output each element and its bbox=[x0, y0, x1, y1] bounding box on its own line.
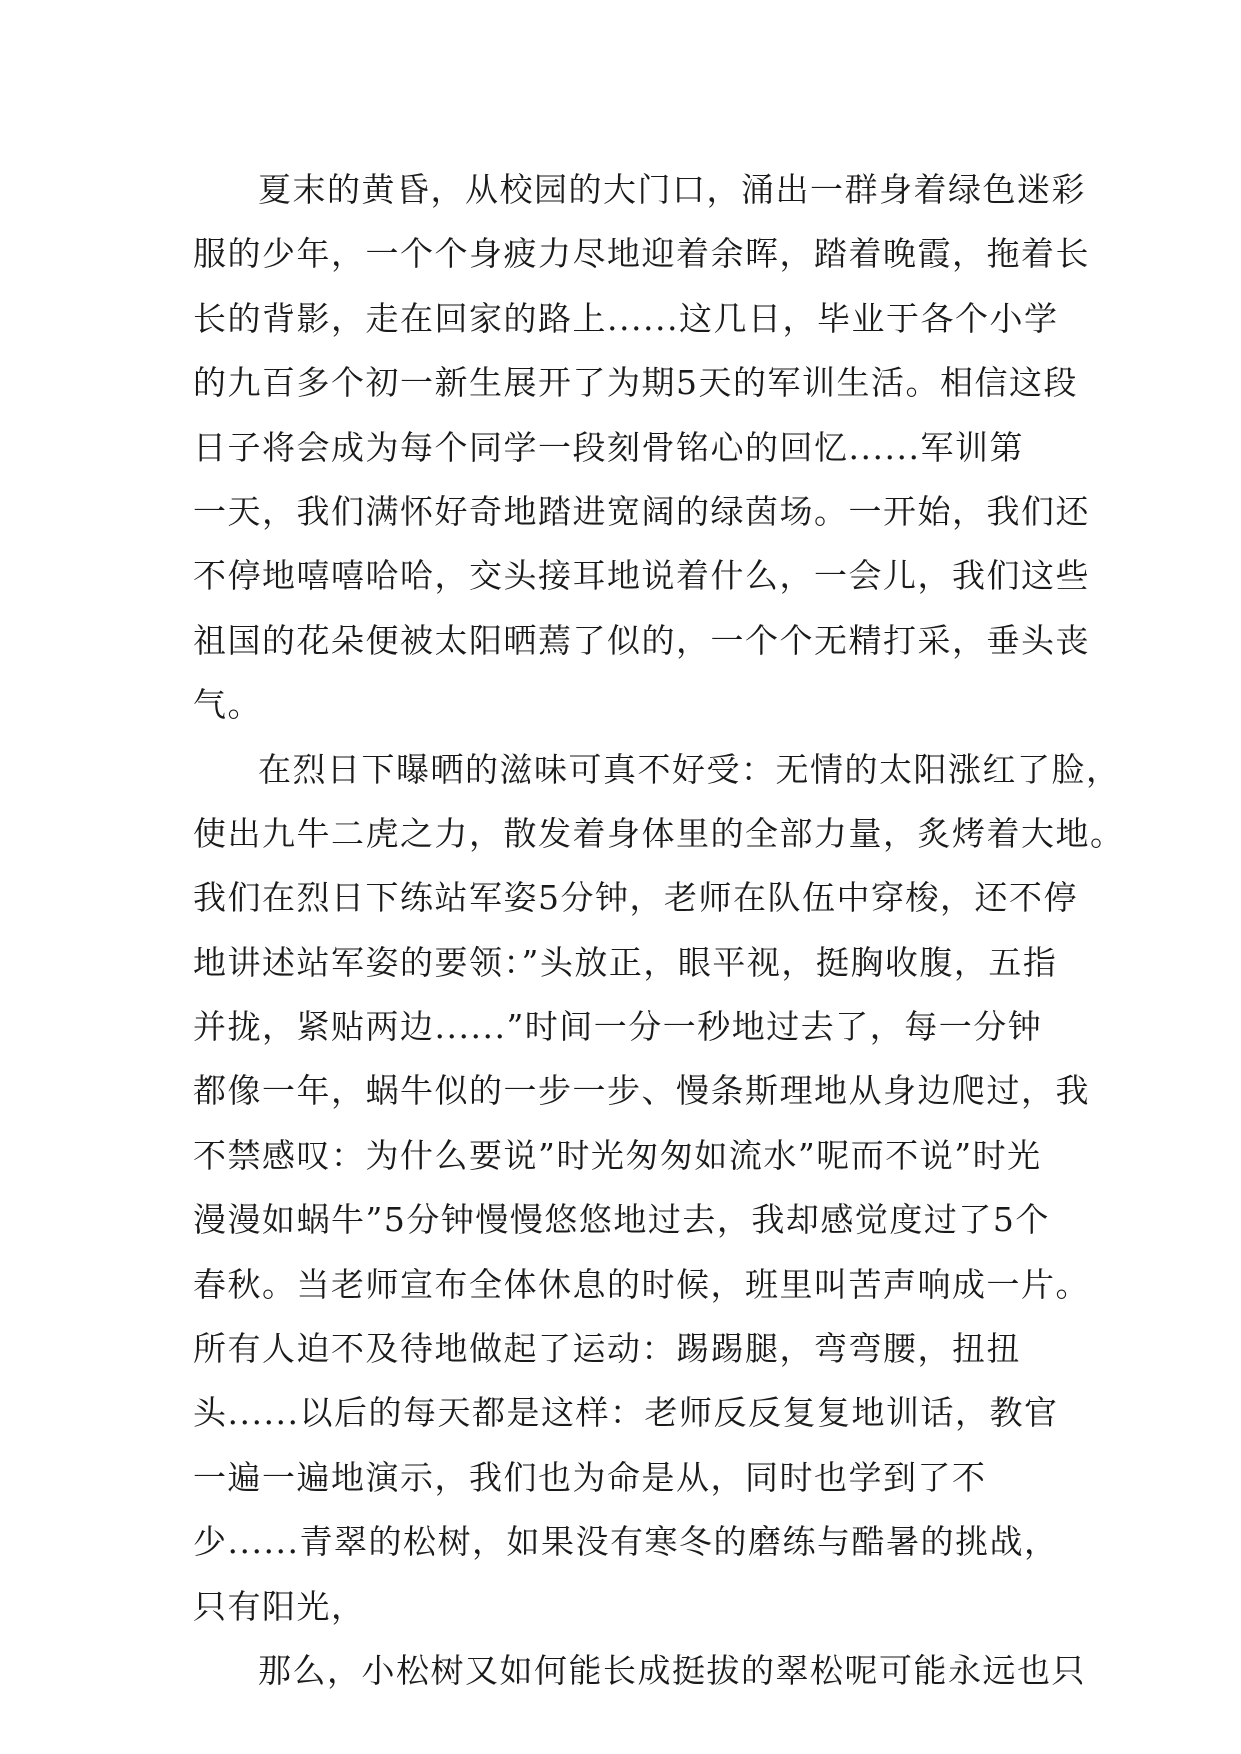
text-line: 气。 bbox=[193, 685, 262, 725]
text-line: 长的背影，走在回家的路上......这几日，毕业于各个小学 bbox=[193, 298, 1059, 338]
text-line: 一遍一遍地演示，我们也为命是从，同时也学到了不 bbox=[193, 1457, 987, 1497]
paragraph-1 bbox=[193, 158, 1090, 738]
text-line: 所有人迫不及待地做起了运动：踢踢腿，弯弯腰，扭扭 bbox=[193, 1329, 1021, 1369]
text-line: 那么，小松树又如何能长成挺拔的翠松呢可能永远也只 bbox=[258, 1650, 1086, 1690]
text-line: 不停地嘻嘻哈哈，交头接耳地说着什么，一会儿，我们这些 bbox=[193, 556, 1090, 596]
text-line: 我们在烈日下练站军姿5分钟，老师在队伍中穿梭，还不停 bbox=[193, 878, 1078, 918]
paragraph-2 bbox=[193, 738, 1125, 1639]
text-line: 并拢，紧贴两边......”时间一分一秒地过去了，每一分钟 bbox=[193, 1007, 1043, 1047]
text-line: 漫漫如蜗牛”5分钟慢慢悠悠地过去，我却感觉度过了5个 bbox=[193, 1200, 1050, 1240]
body-text bbox=[193, 158, 1125, 1703]
text-line: 头......以后的每天都是这样：老师反反复复地训话，教官 bbox=[193, 1393, 1059, 1433]
text-line: 不禁感叹：为什么要说”时光匆匆如流水”呢而不说”时光 bbox=[193, 1135, 1042, 1175]
text-line: 地讲述站军姿的要领：”头放正，眼平视，挺胸收腹，五指 bbox=[193, 942, 1058, 982]
text-line: 的九百多个初一新生展开了为期5天的军训生活。相信这段 bbox=[193, 363, 1078, 403]
text-line: 祖国的花朵便被太阳晒蔫了似的，一个个无精打采，垂头丧 bbox=[193, 620, 1090, 660]
text-line: 少......青翠的松树，如果没有寒冬的磨练与酷暑的挑战， bbox=[193, 1522, 1059, 1562]
text-line: 春秋。当老师宣布全体休息的时候，班里叫苦声响成一片。 bbox=[193, 1264, 1090, 1304]
text-line: 一天，我们满怀好奇地踏进宽阔的绿茵场。一开始，我们还 bbox=[193, 491, 1090, 531]
text-line: 使出九牛二虎之力，散发着身体里的全部力量，炙烤着大地。 bbox=[193, 813, 1125, 853]
text-line: 夏末的黄昏，从校园的大门口，涌出一群身着绿色迷彩 bbox=[258, 170, 1086, 209]
text-line: 服的少年，一个个身疲力尽地迎着余晖，踏着晚霞，拖着长 bbox=[193, 234, 1090, 274]
text-line: 都像一年，蜗牛似的一步一步、慢条斯理地从身边爬过，我 bbox=[193, 1071, 1090, 1111]
text-line: 只有阳光， bbox=[193, 1586, 366, 1626]
text-line: 日子将会成为每个同学一段刻骨铭心的回忆......军训第 bbox=[193, 427, 1024, 467]
text-line: 在烈日下曝晒的滋味可真不好受：无情的太阳涨红了脸， bbox=[258, 749, 1121, 789]
paragraph-3 bbox=[193, 1639, 1086, 1703]
